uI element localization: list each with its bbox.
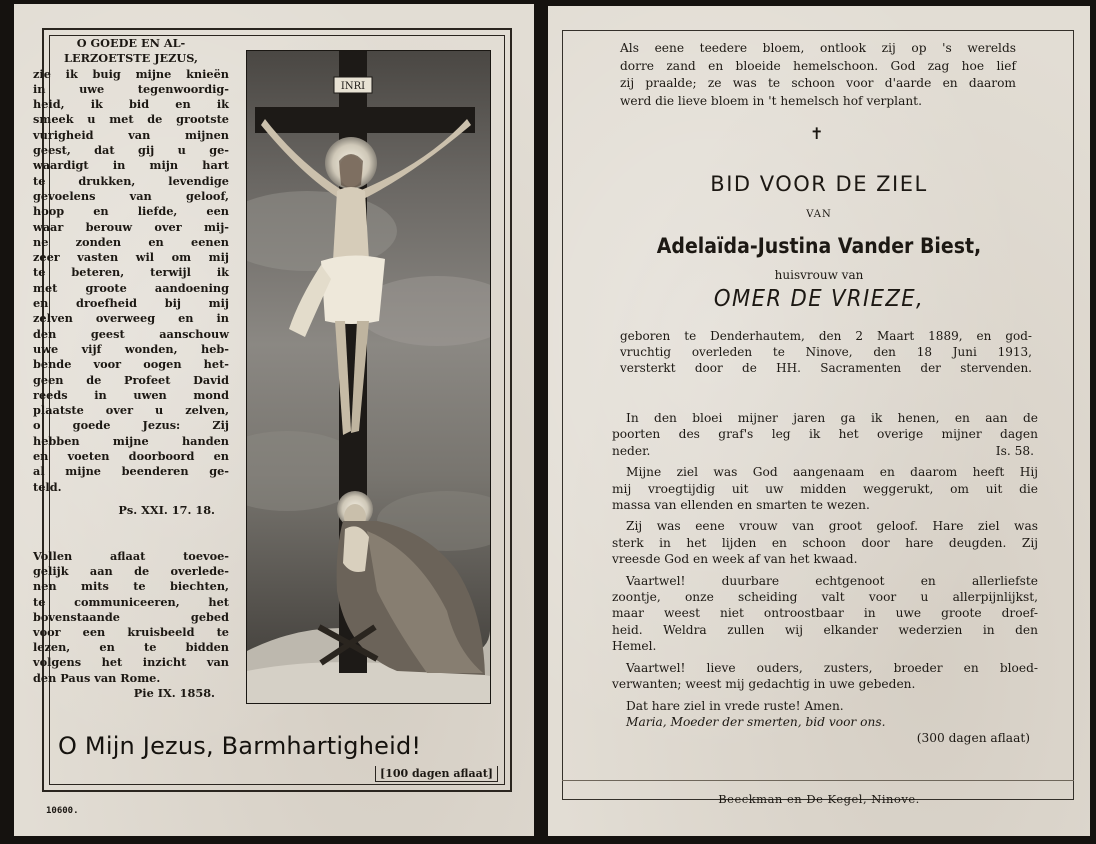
para1-line: poorten des graf's leg ik het overige mijner dagen xyxy=(612,427,1038,442)
indulgence-line: gelijk aan de overlede- xyxy=(33,564,229,579)
indulgence-line: bovenstaande gebed xyxy=(33,609,229,624)
motto-heading: O Mijn Jezus, Barmhartigheid! xyxy=(58,732,422,760)
para4-line: Hemel. xyxy=(612,639,657,654)
motto-indulgence: [100 dagen aflaat] xyxy=(375,766,498,782)
paragraph-4 xyxy=(612,573,1038,655)
invocation-indulgence: (300 dagen aflaat) xyxy=(916,731,1030,746)
prayer-line: te drukken, levendige xyxy=(33,173,229,188)
invocation-line: Maria, Moeder der smerten, bid voor ons. xyxy=(626,714,886,729)
memorial-card-right xyxy=(548,6,1090,836)
prayer-line: uwe vijf wonden, heb- xyxy=(33,341,229,356)
para2-line: massa van ellenden en smarten te wezen. xyxy=(612,498,870,513)
prayer-line: zelven overweeg en in xyxy=(33,311,229,326)
prayer-line: al mijne beenderen ge- xyxy=(33,464,229,479)
prayer-line: O GOEDE EN AL- xyxy=(76,36,186,50)
heading-bid: BID VOOR DE ZIEL xyxy=(710,172,928,196)
indulgence-line: den Paus van Rome. xyxy=(33,670,161,685)
opening-line: zij praalde; ze was te schoon voor d'aarde en daarom xyxy=(620,76,1016,90)
para2-line: Mijne ziel was God aangenaam en daarom heeft Hij xyxy=(626,465,1038,480)
prayer-line: teld. xyxy=(33,479,62,494)
crucifixion-illustration xyxy=(247,51,490,703)
prayer-line: in uwe tegenwoordig- xyxy=(33,81,229,96)
paragraph-5 xyxy=(612,660,1038,693)
label-huisvrouw: huisvrouw van xyxy=(774,268,864,282)
para5-line: Vaartwel! lieve ouders, zusters, broeder en bloed- xyxy=(626,660,1038,675)
prayer-line: LERZOETSTE JEZUS, xyxy=(64,51,198,66)
prayer-line: waardigt in mijn hart xyxy=(33,158,229,173)
birth-line: geboren te Denderhautem, den 2 Maart 1889, en god- xyxy=(620,329,1032,343)
prayer-line: reeds in uwen mond xyxy=(33,387,229,402)
prayer-line: geest, dat gij u ge- xyxy=(33,143,229,158)
indulgence-line: nen mits te biechten, xyxy=(33,579,229,594)
inri-plaque: INRI xyxy=(340,81,366,92)
card-code: 10600. xyxy=(46,806,79,816)
prayer-line: bende voor oogen het- xyxy=(33,357,229,372)
birth-death-details xyxy=(620,328,1032,376)
indulgence-text xyxy=(33,549,229,701)
para3-line: sterk in het lijden en schoon door hare deugden. Zij xyxy=(612,535,1038,550)
para4-line: Vaartwel! duurbare echtgenoot en allerliefste xyxy=(626,573,1038,588)
birth-line: vruchtig overleden te Ninove, den 18 Juni 1913, xyxy=(620,345,1032,359)
para1-line: neder. xyxy=(612,443,651,458)
prayer-line: met groote aandoening xyxy=(33,280,229,295)
para2-line: mij vroegtijdig uit uw midden weggerukt, om uit die xyxy=(612,481,1038,496)
paragraph-1 xyxy=(612,410,1038,459)
closing-line: Dat hare ziel in vrede ruste! Amen. xyxy=(626,698,844,713)
prayer-line: gevoelens van geloof, xyxy=(33,188,229,203)
indulgence-line: te communiceeren, het xyxy=(33,594,229,609)
label-van: VAN xyxy=(806,209,832,220)
prayer-line: o goede Jezus: Zij xyxy=(33,418,229,433)
indulgence-reference: Pie IX. 1858. xyxy=(133,685,215,700)
opening-line: Als eene teedere bloem, ontlook zij op 's werelds xyxy=(620,41,1016,55)
memorial-body xyxy=(612,410,1038,747)
opening-line: werd die lieve bloem in 't hemelsch hof verplant. xyxy=(620,93,922,108)
paragraph-3 xyxy=(612,518,1038,567)
para1-line: In den bloei mijner jaren ga ik henen, en aan de xyxy=(626,411,1038,425)
para1-reference: Is. 58. xyxy=(995,443,1034,458)
crucifixion-image xyxy=(246,50,491,704)
prayer-reference: Ps. XXI. 17. 18. xyxy=(118,502,215,517)
prayer-line: en droefheid bij mij xyxy=(33,296,229,311)
prayer-line: smeek u met de grootste xyxy=(33,112,229,127)
prayer-line: hoop en liefde, een xyxy=(33,204,229,219)
indulgence-line: volgens het inzicht van xyxy=(33,655,229,670)
indulgence-line: voor een kruisbeeld te xyxy=(33,625,229,640)
prayer-line: heid, ik bid en ik xyxy=(33,97,229,112)
prayer-text xyxy=(33,36,229,518)
prayer-line: waar berouw over mij- xyxy=(33,219,229,234)
footer-rule xyxy=(562,780,1074,781)
prayer-line: plaatste over u zelven, xyxy=(33,403,229,418)
memorial-card-left xyxy=(14,4,534,836)
prayer-line: ne zonden en eenen xyxy=(33,234,229,249)
prayer-line: hebben mijne handen xyxy=(33,433,229,448)
indulgence-line: Vollen aflaat toevoe- xyxy=(33,549,229,563)
husband-name: OMER DE VRIEZE, xyxy=(713,286,925,312)
para5-line: verwanten; weest mij gedachtig in uwe gebeden. xyxy=(612,677,916,692)
paragraph-2 xyxy=(612,464,1038,513)
para4-line: maar weest niet ontroostbaar in uwe groote droef- xyxy=(612,606,1038,621)
cross-icon: ✝ xyxy=(810,124,824,143)
prayer-line: zie ik buig mijne knieën xyxy=(33,66,229,81)
prayer-line: zeer vasten wil om mij xyxy=(33,250,229,265)
para3-line: Zij was eene vrouw van groot geloof. Hare ziel was xyxy=(626,519,1038,534)
indulgence-line: lezen, en te bidden xyxy=(33,640,229,655)
deceased-name: Adelaïda-Justina Vander Biest, xyxy=(656,234,982,259)
para4-line: heid. Weldra zullen wij elkander wederzien in den xyxy=(612,622,1038,637)
prayer-line: den geest aanschouw xyxy=(33,326,229,341)
prayer-line: vurigheid van mijnen xyxy=(33,127,229,142)
prayer-line: en voeten doorboord en xyxy=(33,449,229,464)
birth-line: versterkt door de HH. Sacramenten der stervenden. xyxy=(620,361,1032,375)
para3-line: vreesde God en week af van het kwaad. xyxy=(612,552,858,567)
para4-line: zoontje, onze scheiding valt voor u allerpijnlijkst, xyxy=(612,590,1038,605)
prayer-line: geen de Profeet David xyxy=(33,372,229,387)
printer-credit: Beeckman en De Kegel, Ninove. xyxy=(718,792,920,806)
opening-verse xyxy=(620,40,1016,110)
opening-line: dorre zand en bloeide hemelschoon. God zag hoe lief xyxy=(620,58,1016,73)
prayer-line: te beteren, terwijl ik xyxy=(33,265,229,280)
